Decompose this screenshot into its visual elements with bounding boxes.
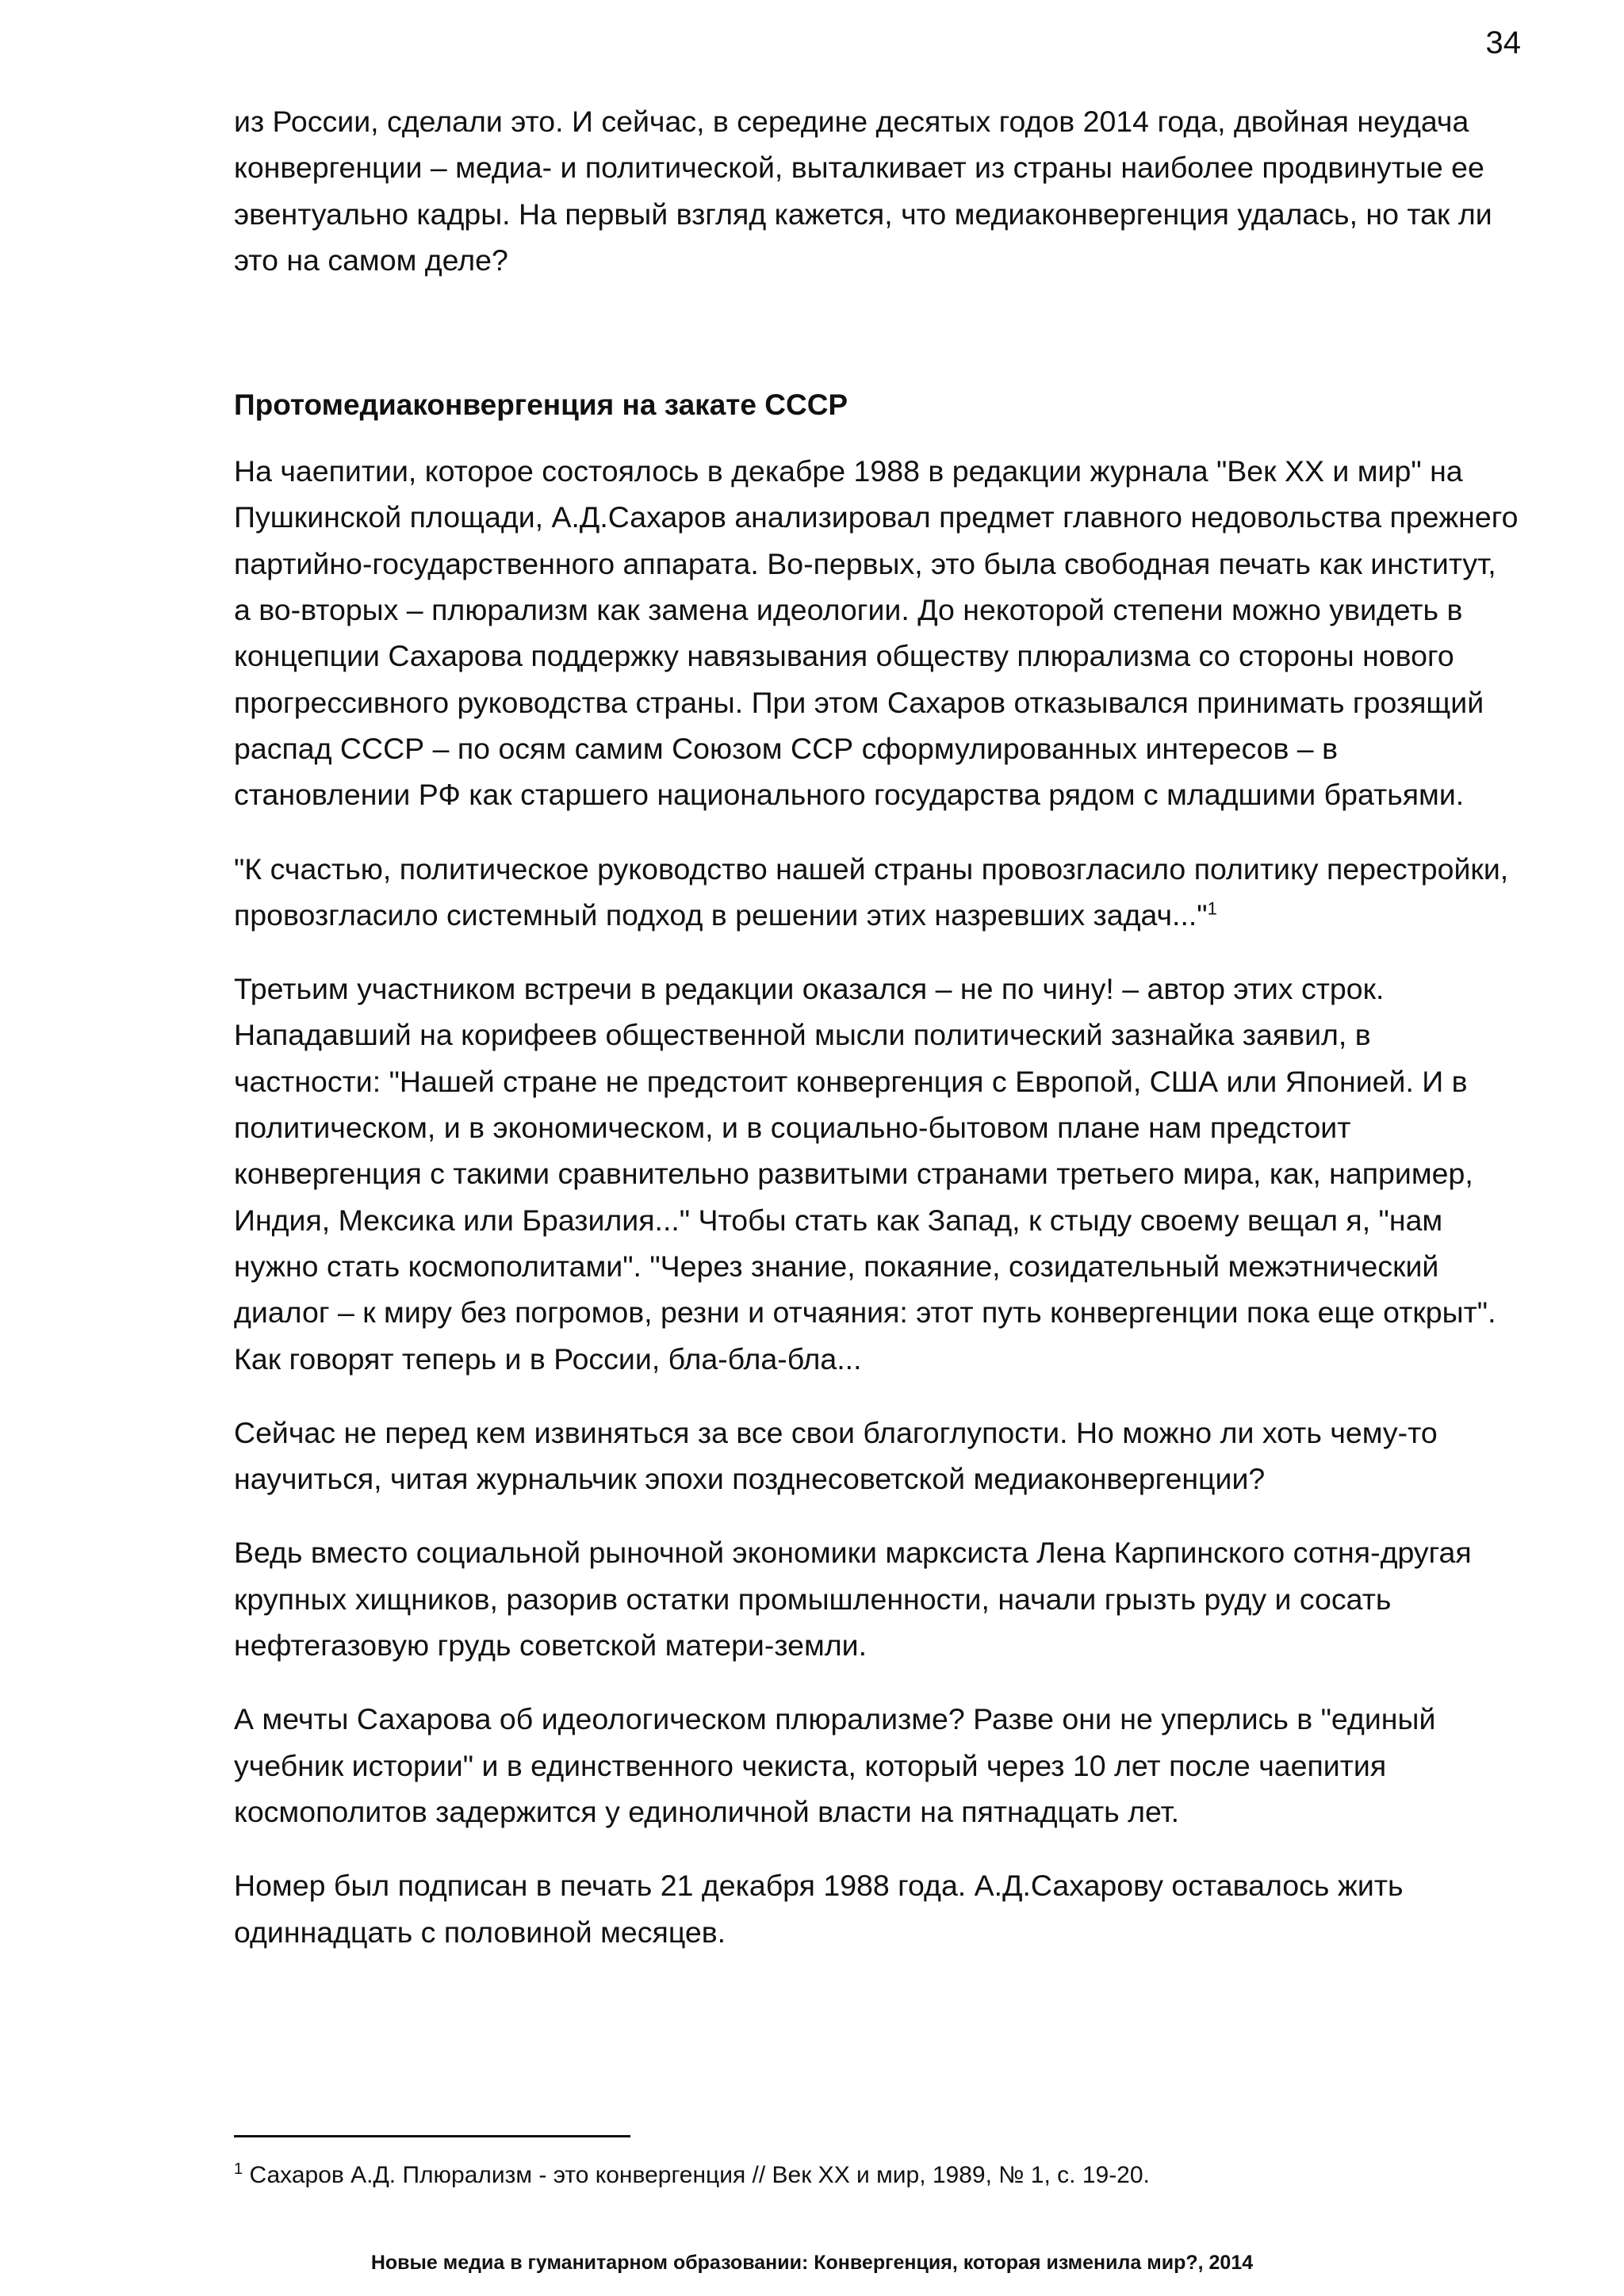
- page-footer: Новые медиа в гуманитарном образовании: Конвергенция, которая изменила мир?, 2014: [370, 2252, 1254, 2274]
- footnote-text: Сахаров А.Д. Плюрализм - это конвергенция // Век XX и мир, 1989, № 1, с. 19-20.: [249, 2162, 1150, 2188]
- footnote: [234, 2160, 1150, 2191]
- page-number: 34: [1485, 25, 1521, 60]
- document-body: [234, 98, 1519, 1983]
- paragraph-issue-signed: Номер был подписан в печать 21 декабря 1988 года. А.Д.Сахарову оставалось жить одиннадцать с половиной месяцев.: [234, 1869, 1404, 1949]
- section-heading: Протомедиаконвергенция на закате СССР: [234, 388, 848, 422]
- intro-paragraph: из России, сделали это. И сейчас, в середине десятых годов 2014 года, двойная неудача конвергенции – медиа- и политической, выталкивает из страны наиболее продвинутые ее эвентуально кадры. На первый взгляд кажется, что медиаконвергенция удалась, но так ли это на самом деле?: [234, 105, 1492, 277]
- paragraph-third-participant: Третьим участником встречи в редакции оказался – не по чину! – автор этих строк. Нападавший на корифеев общественной мысли политический зазнайка заявил, в частности: "Нашей стране не предстоит конвергенция с Европой, США или Японией. И в политическом, и в экономическом, и в социально-бытовом плане нам предстоит конвергенция с такими сравнительно развитыми странами третьего мира, как, например, Индия, Мексика или Бразилия..." Чтобы стать как Запад, к стыду своему вещал я, "нам нужно стать космополитами". "Через знание, покаяние, созидательный межэтнический диалог – к миру без погромов, резни и отчаяния: этот путь конвергенции пока еще открыт". Как говорят теперь и в России, бла-бла-бла...: [234, 972, 1496, 1376]
- quote-text: "К счастью, политическое руководство нашей страны провозгласило политику перестройки, провозгласило системный подход в решении этих назревших задач...": [234, 851, 1509, 932]
- paragraph-quote: [234, 846, 1519, 939]
- footnote-reference[interactable]: 1: [1207, 898, 1217, 919]
- paragraph-market-economy: Ведь вместо социальной рыночной экономики марксиста Лена Карпинского сотня-другая крупных хищников, разорив остатки промышленности, начали грызть руду и сосать нефтегазовую грудь советской матери-земли.: [234, 1536, 1472, 1663]
- paragraph-pluralism-dreams: А мечты Сахарова об идеологическом плюрализме? Разве они не уперлись в "единый учебник истории" и в единственного чекиста, который через 10 лет после чаепития космополитов задержится у единоличной власти на пятнадцать лет.: [234, 1702, 1436, 1828]
- footnote-divider: [234, 2135, 630, 2137]
- paragraph-apology: Сейчас не перед кем извиняться за все свои благоглупости. Но можно ли хоть чему-то научиться, читая журнальчик эпохи позднесоветской медиаконвергенции?: [234, 1415, 1438, 1496]
- footnote-number: 1: [234, 2160, 243, 2178]
- paragraph-sakharov-tea-party: На чаепитии, которое состоялось в декабре 1988 в редакции журнала "Век XX и мир" на Пушкинской площади, А.Д.Сахаров анализировал предмет главного недовольства прежнего партийно-государственного аппарата. Во-первых, это была свободная печать как институт, а во-вторых – плюрализм как замена идеологии. До некоторой степени можно увидеть в концепции Сахарова поддержку навязывания обществу плюрализма со стороны нового прогрессивного руководства страны. При этом Сахаров отказывался принимать грозящий распад СССР – по осям самим Союзом ССР сформулированных интересов – в становлении РФ как старшего национального государства рядом с младшими братьями.: [234, 454, 1519, 812]
